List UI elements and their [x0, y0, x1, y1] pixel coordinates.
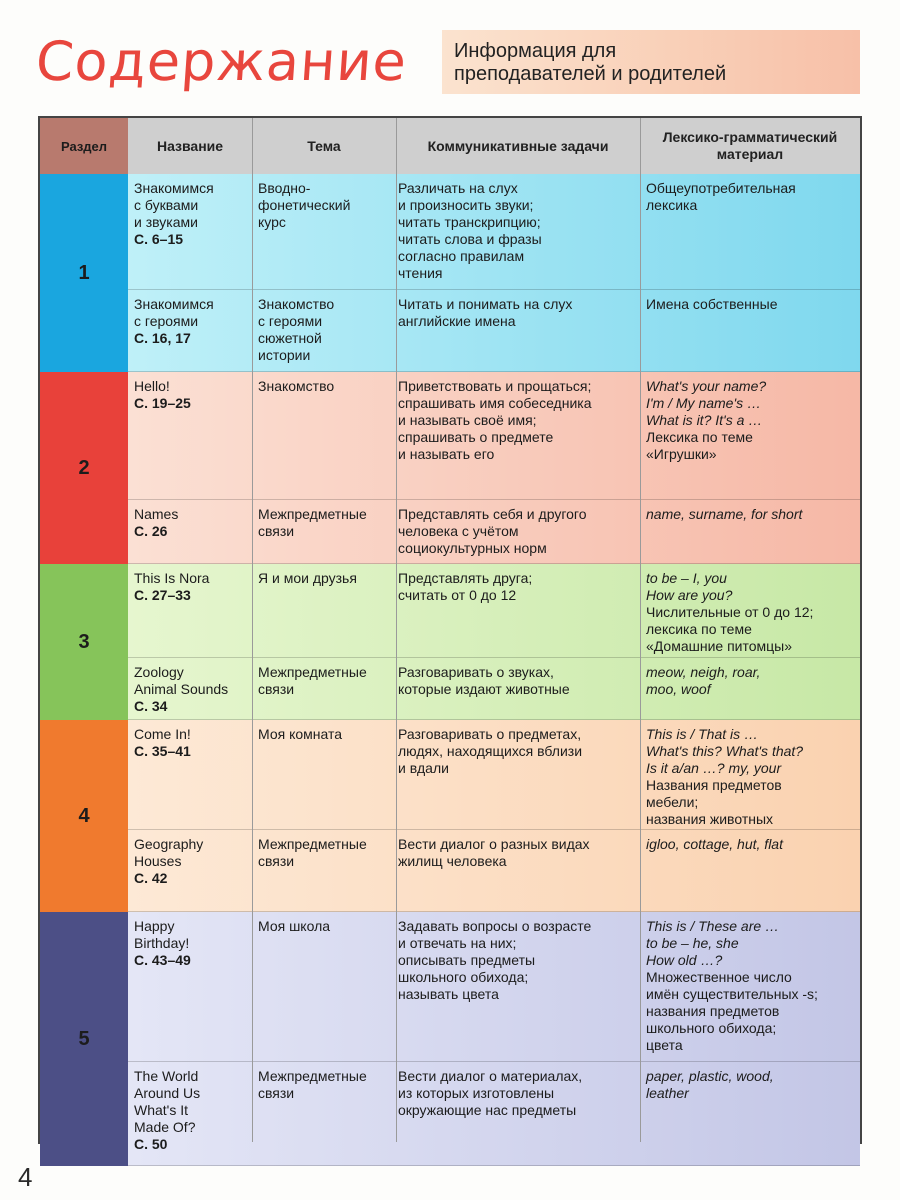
lesson-topic: Межпредметные связи — [258, 506, 367, 539]
column-divider — [396, 118, 397, 1142]
communicative-tasks: Читать и понимать на слух английские имена — [398, 296, 573, 329]
lesson-name — [134, 1068, 252, 1153]
table-row — [128, 912, 860, 1062]
column-header-tasks: Коммуникативные задачи — [427, 137, 609, 154]
communicative-tasks: Представлять себя и другого человека с учётом социокультурных норм — [398, 506, 587, 556]
lexical-material-phrases: This is / These are … to be – he, she How old …? — [646, 918, 780, 968]
column-header-name: Название — [156, 137, 224, 154]
lexical-material-topics: Лексика по теме «Игрушки» — [646, 429, 753, 462]
lesson-name — [134, 378, 252, 412]
communicative-tasks: Различать на слух и произносить звуки; читать транскрипцию; читать слова и фразы согласно правилам чтения — [398, 180, 542, 281]
lesson-title: Names — [134, 506, 179, 522]
lesson-name — [134, 726, 252, 760]
communicative-tasks: Разговаривать о звуках, которые издают животные — [398, 664, 570, 697]
lexical-material-topics: Имена собственные — [646, 296, 778, 312]
unit-number: 4 — [40, 720, 128, 912]
lesson-name — [134, 664, 252, 715]
lesson-topic: Моя комната — [258, 726, 343, 742]
column-divider — [252, 118, 253, 1142]
lexical-material — [646, 1068, 860, 1102]
row-divider — [128, 1165, 860, 1166]
lesson-title: Happy Birthday! — [134, 918, 190, 951]
table-row — [128, 290, 860, 372]
lesson-pages: С. 42 — [134, 870, 168, 886]
lesson-pages: С. 50 — [134, 1136, 168, 1152]
lesson-title: Come In! — [134, 726, 191, 742]
table-header — [40, 118, 860, 174]
lesson-pages: С. 16, 17 — [134, 330, 191, 346]
table-row — [128, 174, 860, 290]
communicative-tasks: Приветствовать и прощаться; спрашивать имя собеседника и называть своё имя; спрашивать о предмете и называть его — [398, 378, 592, 462]
table-row — [128, 564, 860, 658]
lesson-pages: С. 35–41 — [134, 743, 191, 759]
lesson-pages: С. 6–15 — [134, 231, 184, 247]
lesson-name — [134, 296, 252, 347]
lesson-topic: Я и мои друзья — [258, 570, 357, 586]
lesson-topic: Знакомство — [258, 378, 335, 394]
lesson-title: Geography Houses — [134, 836, 204, 869]
lesson-pages: С. 26 — [134, 523, 168, 539]
column-divider — [640, 118, 641, 1142]
column-header-unit: Раздел — [40, 118, 128, 174]
lexical-material-phrases: to be – I, you How are you? — [646, 570, 733, 603]
lexical-material-topics: Названия предметов мебели; названия животных — [646, 777, 782, 827]
lexical-material — [646, 726, 860, 828]
lexical-material-phrases: This is / That is … What's this? What's that? Is it a/an …? my, your — [646, 726, 804, 776]
contents-table — [38, 116, 862, 1152]
table-row — [128, 658, 860, 720]
lesson-name — [134, 836, 252, 887]
column-header-material: Лексико-грамматический материал — [662, 129, 838, 162]
lesson-pages: С. 43–49 — [134, 952, 191, 968]
unit-number: 3 — [40, 564, 128, 720]
lesson-title: This Is Nora — [134, 570, 210, 586]
communicative-tasks: Вести диалог о разных видах жилищ человека — [398, 836, 590, 869]
lesson-name — [134, 918, 252, 969]
lexical-material — [646, 378, 860, 463]
lexical-material-phrases: meow, neigh, roar, moo, woof — [646, 664, 761, 697]
unit-number: 5 — [40, 912, 128, 1166]
lesson-topic: Межпредметные связи — [258, 1068, 367, 1101]
lexical-material-phrases: What's your name? I'm / My name's … What is it? It's a … — [646, 378, 767, 428]
table-row — [128, 1062, 860, 1166]
lesson-title: Знакомимся с героями — [134, 296, 214, 329]
lesson-topic: Знакомство с героями сюжетной истории — [258, 296, 335, 363]
lexical-material — [646, 180, 860, 214]
table-row — [128, 372, 860, 500]
lesson-title: Zoology Animal Sounds — [134, 664, 229, 697]
lexical-material-topics: Числительные от 0 до 12; лексика по теме «Домашние питомцы» — [646, 604, 814, 654]
table-row — [128, 830, 860, 912]
lexical-material-phrases: name, surname, for short — [646, 506, 803, 522]
lexical-material — [646, 664, 860, 698]
communicative-tasks: Разговаривать о предметах, людях, находящихся вблизи и вдали — [398, 726, 583, 776]
info-box-line-2: преподавателей и родителей — [454, 63, 727, 85]
lesson-title: Знакомимся с буквами и звуками — [134, 180, 214, 230]
table-row — [128, 500, 860, 564]
info-box — [442, 30, 860, 94]
lexical-material — [646, 836, 860, 853]
lexical-material-topics: Общеупотребительная лексика — [646, 180, 796, 213]
lexical-material-topics: Множественное число имён существительных -s; названия предметов школьного обихода; цвета — [646, 969, 818, 1053]
lexical-material-phrases: igloo, cottage, hut, flat — [646, 836, 783, 852]
info-box-line-1: Информация для — [454, 40, 617, 62]
lesson-name — [134, 180, 252, 248]
lesson-name — [134, 506, 252, 540]
lesson-topic: Межпредметные связи — [258, 664, 367, 697]
lexical-material — [646, 296, 860, 313]
lesson-title: Hello! — [134, 378, 170, 394]
lesson-topic: Вводно- фонетический курс — [258, 180, 351, 230]
page-number: 4 — [18, 1162, 33, 1192]
lesson-name — [134, 570, 252, 604]
lesson-pages: С. 19–25 — [134, 395, 191, 411]
lesson-topic: Моя школа — [258, 918, 331, 934]
communicative-tasks: Вести диалог о материалах, из которых изготовлены окружающие нас предметы — [398, 1068, 583, 1118]
communicative-tasks: Представлять друга; считать от 0 до 12 — [398, 570, 533, 603]
column-header-topic: Тема — [307, 137, 341, 154]
lexical-material — [646, 918, 860, 1054]
lexical-material — [646, 506, 860, 523]
communicative-tasks: Задавать вопросы о возрасте и отвечать на них; описывать предметы школьного обихода; называть цвета — [398, 918, 592, 1002]
lesson-topic: Межпредметные связи — [258, 836, 367, 869]
lesson-pages: С. 27–33 — [134, 587, 191, 603]
page-title: Содержание — [33, 30, 410, 93]
lexical-material-phrases: paper, plastic, wood, leather — [646, 1068, 774, 1101]
lexical-material — [646, 570, 860, 655]
lesson-pages: С. 34 — [134, 698, 168, 714]
lesson-title: The World Around Us What's It Made Of? — [134, 1068, 201, 1135]
table-row — [128, 720, 860, 830]
unit-number: 1 — [40, 174, 128, 372]
unit-number: 2 — [40, 372, 128, 564]
